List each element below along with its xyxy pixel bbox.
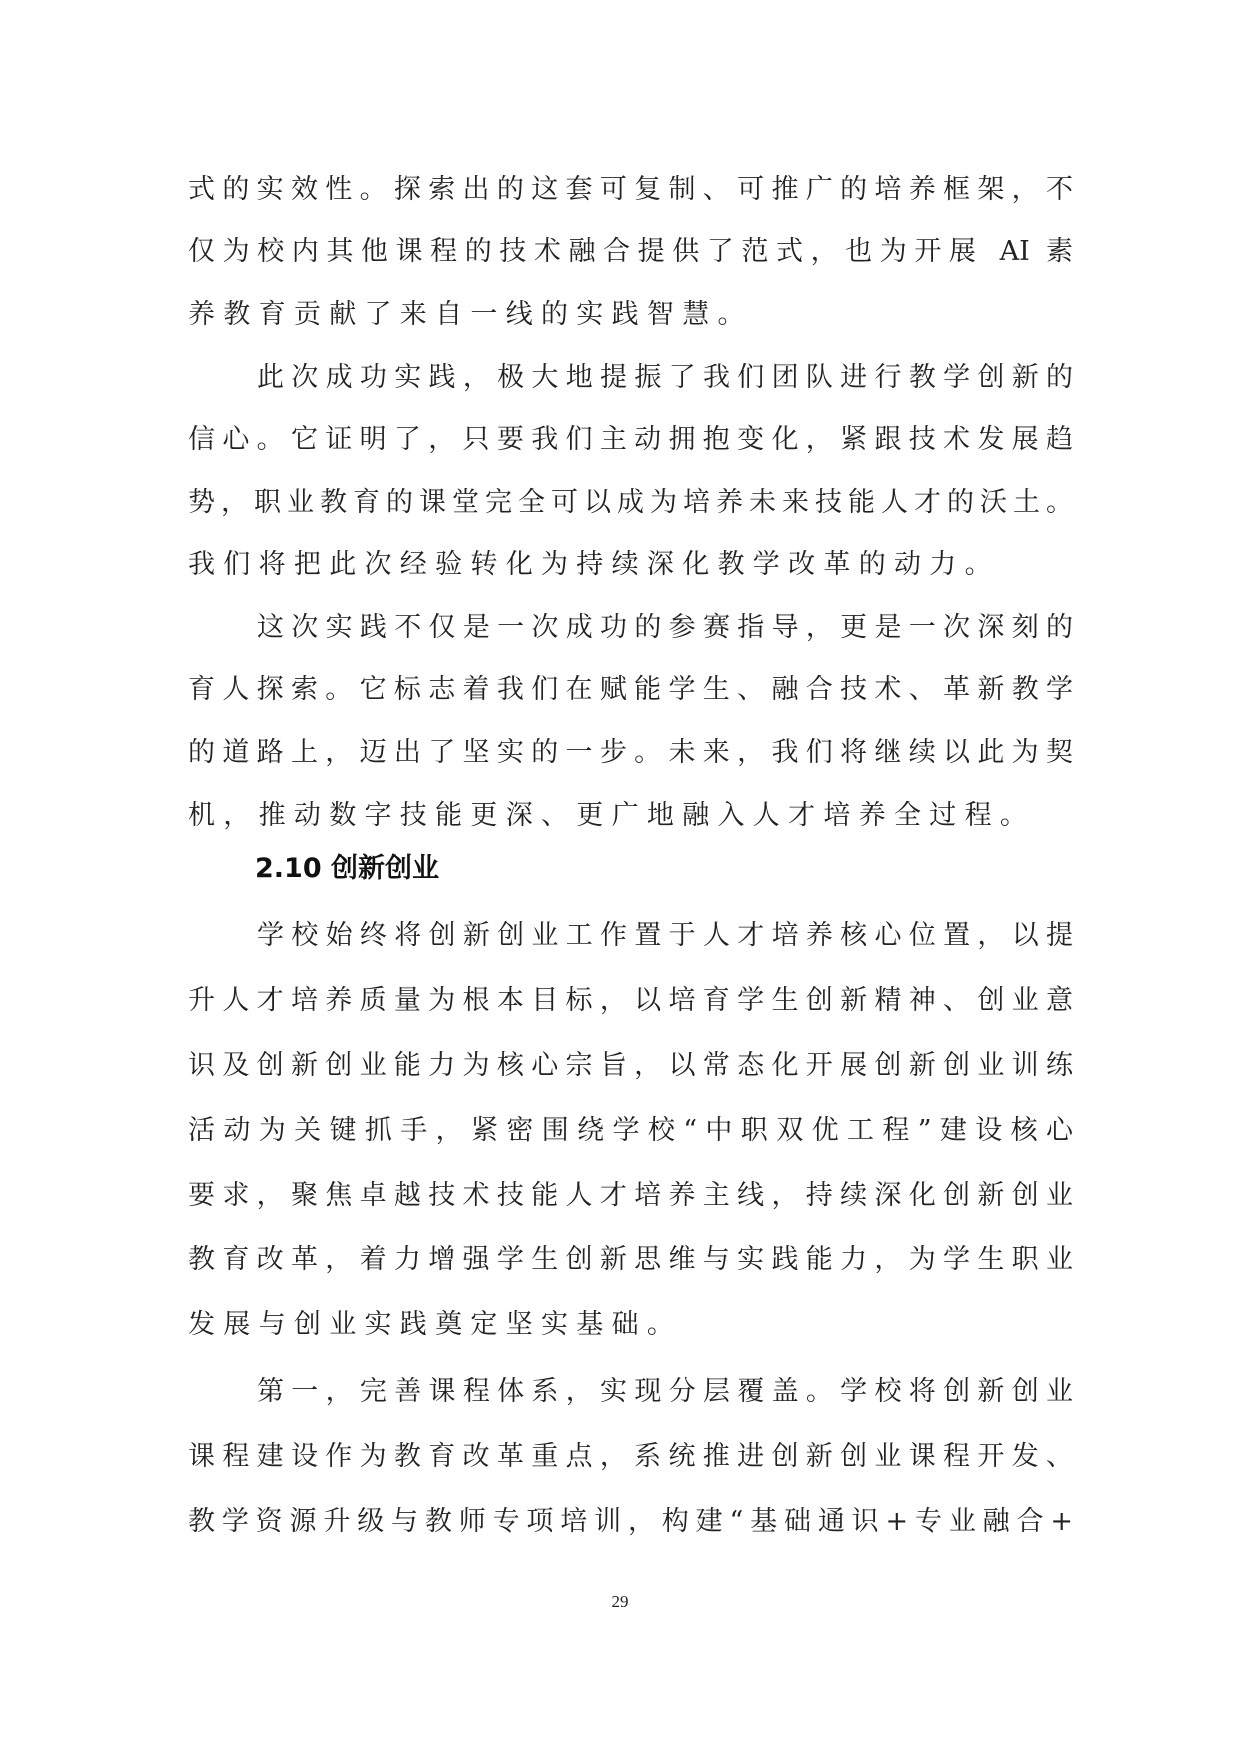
body-line: 教育改革，着力增强学生创新思维与实践能力，为学生职业 bbox=[188, 1244, 1073, 1275]
body-line: 仅为校内其他课程的技术融合提供了范式，也为开展 AI 素 bbox=[188, 236, 1073, 267]
body-line: 课程建设作为教育改革重点，系统推进创新创业课程开发、 bbox=[188, 1441, 1073, 1472]
body-line: 势，职业教育的课堂完全可以成为培养未来技能人才的沃土。 bbox=[188, 487, 1073, 518]
body-line: 信心。它证明了，只要我们主动拥抱变化，紧跟技术发展趋 bbox=[188, 424, 1073, 455]
body-line: 这次实践不仅是一次成功的参赛指导，更是一次深刻的 bbox=[257, 612, 1073, 643]
body-line: 第一，完善课程体系，实现分层覆盖。学校将创新创业 bbox=[257, 1376, 1073, 1407]
body-line: 此次成功实践，极大地提振了我们团队进行教学创新的 bbox=[257, 362, 1073, 393]
body-line: 要求，聚焦卓越技术技能人才培养主线，持续深化创新创业 bbox=[188, 1180, 1073, 1211]
body-line: 式的实效性。探索出的这套可复制、可推广的培养框架，不 bbox=[188, 174, 1073, 205]
body-line: 育人探索。它标志着我们在赋能学生、融合技术、革新教学 bbox=[188, 674, 1073, 705]
body-line: 学校始终将创新创业工作置于人才培养核心位置，以提 bbox=[257, 920, 1073, 951]
body-line: 活动为关键抓手，紧密围绕学校“中职双优工程”建设核心 bbox=[188, 1115, 1073, 1146]
body-line: 养教育贡献了来自一线的实践智慧。 bbox=[188, 299, 753, 330]
page-number: 29 bbox=[611, 1592, 629, 1611]
section-heading: 2.10 创新创业 bbox=[255, 853, 440, 884]
body-line: 的道路上，迈出了坚实的一步。未来，我们将继续以此为契 bbox=[188, 737, 1073, 768]
body-line: 教学资源升级与教师专项培训，构建“基础通识+专业融合+ bbox=[188, 1506, 1073, 1537]
body-line: 机，推动数字技能更深、更广地融入人才培养全过程。 bbox=[188, 800, 1036, 831]
body-line: 识及创新创业能力为核心宗旨，以常态化开展创新创业训练 bbox=[188, 1050, 1073, 1081]
body-line: 我们将把此次经验转化为持续深化教学改革的动力。 bbox=[188, 549, 1000, 580]
body-line: 升人才培养质量为根本目标，以培育学生创新精神、创业意 bbox=[188, 985, 1073, 1016]
body-line: 发展与创业实践奠定坚实基础。 bbox=[188, 1309, 683, 1340]
